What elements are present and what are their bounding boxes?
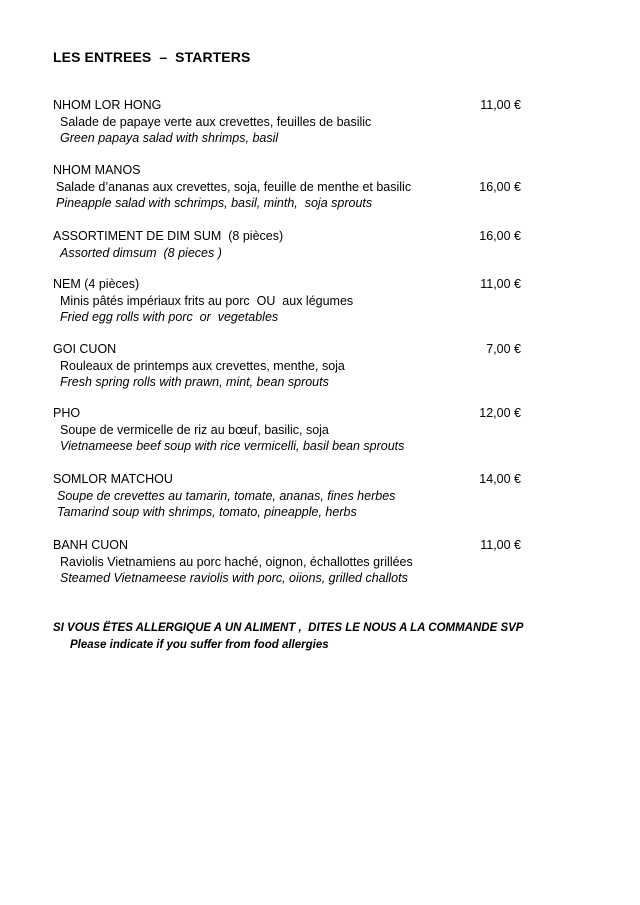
menu-item-goi-cuon <box>53 341 533 391</box>
allergy-notice-fr: SI VOUS ËTES ALLERGIQUE A UN ALIMENT , DITES LE NOUS A LA COMMANDE SVP <box>53 622 524 634</box>
item-price: 12,00 € <box>479 406 521 420</box>
menu-item-assortiment-dim-sum <box>53 228 533 261</box>
item-name: NEM (4 pièces) <box>53 277 140 291</box>
item-description-en: Assorted dimsum (8 pieces ) <box>60 245 222 260</box>
item-description-en: Green papaya salad with shrimps, basil <box>60 131 279 145</box>
item-price: 16,00 € <box>479 229 521 243</box>
allergy-notice-en: Please indicate if you suffer from food allergies <box>70 638 329 651</box>
item-price: 7,00 € <box>486 342 521 356</box>
item-description-fr: Salade d’ananas aux crevettes, soja, feuille de menthe et basilic <box>56 179 412 194</box>
item-name: GOI CUON <box>53 342 117 356</box>
item-name: BANH CUON <box>53 538 129 552</box>
item-name: SOMLOR MATCHOU <box>53 472 173 486</box>
item-description-fr: Rouleaux de printemps aux crevettes, menthe, soja <box>60 358 345 373</box>
item-description-fr: Soupe de vermicelle de riz au bœuf, basilic, soja <box>60 422 329 437</box>
item-price: 14,00 € <box>479 472 521 486</box>
menu-item-nem <box>53 276 533 326</box>
item-description-en: Tamarind soup with shrimps, tomato, pineapple, herbs <box>57 505 357 519</box>
item-name: PHO <box>53 406 81 420</box>
item-description-en: Pineapple salad with schrimps, basil, minth, soja sprouts <box>56 196 373 210</box>
item-description-fr: Raviolis Vietnamiens au porc haché, oignon, échallottes grillées <box>60 554 413 569</box>
menu-item-banh-cuon <box>53 537 533 587</box>
menu-item-pho <box>53 405 533 455</box>
item-price: 11,00 € <box>480 538 521 552</box>
item-description-en: Steamed Vietnameese raviolis with porc, oiions, grilled challots <box>60 571 408 585</box>
item-description-en: Vietnameese beef soup with rice vermicelli, basil bean sprouts <box>60 439 405 453</box>
item-description-en: Fresh spring rolls with prawn, mint, bean sprouts <box>60 375 329 389</box>
section-title: LES ENTREES – STARTERS <box>53 49 251 65</box>
allergy-notice <box>53 620 613 653</box>
item-description-en: Fried egg rolls with porc or vegetables <box>60 310 279 324</box>
item-price: 11,00 € <box>480 98 521 112</box>
item-price: 11,00 € <box>480 277 521 291</box>
item-name: ASSORTIMENT DE DIM SUM (8 pièces) <box>53 229 284 243</box>
menu-item-nhom-lor-hong <box>53 97 533 147</box>
item-description-fr: Soupe de crevettes au tamarin, tomate, ananas, fines herbes <box>57 488 396 503</box>
menu-item-nhom-manos <box>53 162 533 212</box>
item-name: NHOM LOR HONG <box>53 98 162 112</box>
item-description-fr: Minis pâtés impériaux frits au porc OU aux légumes <box>60 293 354 308</box>
menu-item-somlor-matchou <box>53 471 533 521</box>
item-price: 16,00 € <box>479 179 521 194</box>
item-name: NHOM MANOS <box>53 163 141 177</box>
item-description-fr: Salade de papaye verte aux crevettes, feuilles de basilic <box>60 114 372 129</box>
